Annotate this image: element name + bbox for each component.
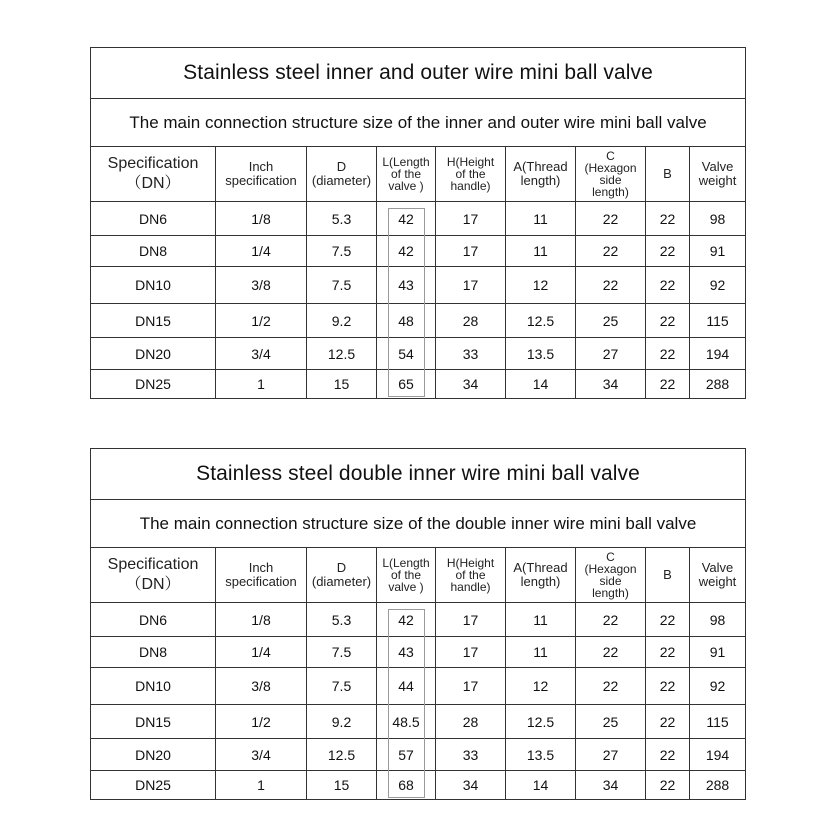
cell-h: 28 — [436, 304, 506, 338]
table-title: Stainless steel double inner wire mini ball valve — [91, 449, 746, 500]
header-length: L(Length of the valve ) — [377, 548, 436, 603]
cell-c: 27 — [576, 739, 646, 771]
cell-l: 48.5 — [377, 705, 436, 739]
cell-a: 14 — [506, 370, 576, 399]
header-thread: A(Thread length) — [506, 147, 576, 202]
cell-d: 7.5 — [307, 236, 377, 267]
cell-d: 7.5 — [307, 637, 377, 668]
cell-weight: 194 — [690, 338, 746, 370]
cell-a: 11 — [506, 202, 576, 236]
dimension-table — [90, 47, 746, 399]
cell-b: 22 — [646, 304, 690, 338]
table-row — [91, 603, 746, 637]
cell-spec: DN8 — [91, 637, 216, 668]
cell-inch: 1/8 — [216, 202, 307, 236]
table-subtitle: The main connection structure size of the inner and outer wire mini ball valve — [91, 99, 746, 147]
cell-inch: 1/4 — [216, 236, 307, 267]
cell-weight: 98 — [690, 603, 746, 637]
cell-spec: DN25 — [91, 370, 216, 399]
cell-a: 11 — [506, 236, 576, 267]
cell-spec: DN25 — [91, 771, 216, 800]
header-length: L(Length of the valve ) — [377, 147, 436, 202]
cell-spec: DN6 — [91, 603, 216, 637]
cell-inch: 1/2 — [216, 705, 307, 739]
cell-l: 57 — [377, 739, 436, 771]
cell-c: 25 — [576, 705, 646, 739]
cell-b: 22 — [646, 202, 690, 236]
header-weight: Valve weight — [690, 147, 746, 202]
cell-d: 7.5 — [307, 668, 377, 705]
cell-l: 44 — [377, 668, 436, 705]
cell-spec: DN15 — [91, 705, 216, 739]
cell-h: 17 — [436, 236, 506, 267]
cell-b: 22 — [646, 739, 690, 771]
cell-d: 9.2 — [307, 304, 377, 338]
cell-inch: 3/4 — [216, 739, 307, 771]
header-weight: Valve weight — [690, 548, 746, 603]
table-row — [91, 668, 746, 705]
cell-l: 48 — [377, 304, 436, 338]
table-row — [91, 236, 746, 267]
table-row — [91, 338, 746, 370]
cell-weight: 92 — [690, 668, 746, 705]
cell-weight: 98 — [690, 202, 746, 236]
cell-spec: DN20 — [91, 338, 216, 370]
cell-d: 7.5 — [307, 267, 377, 304]
cell-h: 17 — [436, 202, 506, 236]
cell-b: 22 — [646, 267, 690, 304]
cell-weight: 92 — [690, 267, 746, 304]
cell-a: 13.5 — [506, 739, 576, 771]
cell-c: 22 — [576, 668, 646, 705]
cell-b: 22 — [646, 338, 690, 370]
header-b: B — [646, 548, 690, 603]
cell-spec: DN8 — [91, 236, 216, 267]
cell-h: 17 — [436, 603, 506, 637]
cell-a: 13.5 — [506, 338, 576, 370]
cell-c: 34 — [576, 370, 646, 399]
cell-weight: 115 — [690, 705, 746, 739]
cell-weight: 194 — [690, 739, 746, 771]
cell-d: 5.3 — [307, 603, 377, 637]
spec-table-double-inner — [90, 448, 745, 800]
cell-c: 34 — [576, 771, 646, 800]
dimension-table — [90, 448, 746, 800]
cell-inch: 3/8 — [216, 668, 307, 705]
cell-l: 42 — [377, 236, 436, 267]
table-title: Stainless steel inner and outer wire mini ball valve — [91, 48, 746, 99]
header-inch: Inch specification — [216, 548, 307, 603]
cell-l: 65 — [377, 370, 436, 399]
cell-a: 11 — [506, 637, 576, 668]
cell-b: 22 — [646, 370, 690, 399]
cell-h: 34 — [436, 370, 506, 399]
cell-d: 12.5 — [307, 739, 377, 771]
cell-b: 22 — [646, 668, 690, 705]
cell-h: 34 — [436, 771, 506, 800]
cell-l: 54 — [377, 338, 436, 370]
cell-a: 11 — [506, 603, 576, 637]
cell-spec: DN6 — [91, 202, 216, 236]
header-thread: A(Thread length) — [506, 548, 576, 603]
cell-a: 12 — [506, 267, 576, 304]
cell-spec: DN15 — [91, 304, 216, 338]
cell-d: 15 — [307, 771, 377, 800]
cell-c: 22 — [576, 637, 646, 668]
header-diameter: D (diameter) — [307, 147, 377, 202]
header-specification: Specification （DN） — [91, 548, 216, 603]
table-row — [91, 771, 746, 800]
cell-h: 17 — [436, 668, 506, 705]
cell-d: 12.5 — [307, 338, 377, 370]
cell-c: 22 — [576, 267, 646, 304]
table-row — [91, 370, 746, 399]
cell-d: 5.3 — [307, 202, 377, 236]
table-row — [91, 637, 746, 668]
cell-inch: 1 — [216, 771, 307, 800]
cell-c: 25 — [576, 304, 646, 338]
cell-b: 22 — [646, 637, 690, 668]
cell-weight: 91 — [690, 637, 746, 668]
cell-a: 12 — [506, 668, 576, 705]
cell-d: 9.2 — [307, 705, 377, 739]
table-subtitle: The main connection structure size of the double inner wire mini ball valve — [91, 500, 746, 548]
cell-l: 43 — [377, 637, 436, 668]
cell-l: 42 — [377, 603, 436, 637]
table-row — [91, 202, 746, 236]
cell-inch: 3/4 — [216, 338, 307, 370]
cell-spec: DN20 — [91, 739, 216, 771]
header-inch: Inch specification — [216, 147, 307, 202]
header-height: H(Height of the handle) — [436, 147, 506, 202]
cell-weight: 288 — [690, 771, 746, 800]
cell-a: 12.5 — [506, 705, 576, 739]
cell-inch: 1/4 — [216, 637, 307, 668]
cell-inch: 1 — [216, 370, 307, 399]
cell-spec: DN10 — [91, 267, 216, 304]
cell-h: 17 — [436, 267, 506, 304]
table-row — [91, 267, 746, 304]
spec-table-inner-outer — [90, 47, 745, 399]
cell-c: 27 — [576, 338, 646, 370]
cell-weight: 91 — [690, 236, 746, 267]
cell-spec: DN10 — [91, 668, 216, 705]
cell-h: 17 — [436, 637, 506, 668]
cell-weight: 288 — [690, 370, 746, 399]
cell-h: 33 — [436, 338, 506, 370]
cell-b: 22 — [646, 771, 690, 800]
cell-inch: 1/8 — [216, 603, 307, 637]
cell-inch: 1/2 — [216, 304, 307, 338]
cell-c: 22 — [576, 236, 646, 267]
header-hexagon: C (Hexagon side length) — [576, 147, 646, 202]
cell-a: 14 — [506, 771, 576, 800]
table-row — [91, 705, 746, 739]
header-diameter: D (diameter) — [307, 548, 377, 603]
cell-a: 12.5 — [506, 304, 576, 338]
cell-h: 33 — [436, 739, 506, 771]
cell-l: 43 — [377, 267, 436, 304]
cell-h: 28 — [436, 705, 506, 739]
cell-l: 68 — [377, 771, 436, 800]
header-height: H(Height of the handle) — [436, 548, 506, 603]
cell-inch: 3/8 — [216, 267, 307, 304]
cell-b: 22 — [646, 236, 690, 267]
header-hexagon: C (Hexagon side length) — [576, 548, 646, 603]
header-specification: Specification （DN） — [91, 147, 216, 202]
cell-l: 42 — [377, 202, 436, 236]
cell-c: 22 — [576, 603, 646, 637]
cell-b: 22 — [646, 603, 690, 637]
cell-weight: 115 — [690, 304, 746, 338]
cell-c: 22 — [576, 202, 646, 236]
cell-d: 15 — [307, 370, 377, 399]
cell-b: 22 — [646, 705, 690, 739]
table-row — [91, 739, 746, 771]
header-b: B — [646, 147, 690, 202]
table-row — [91, 304, 746, 338]
